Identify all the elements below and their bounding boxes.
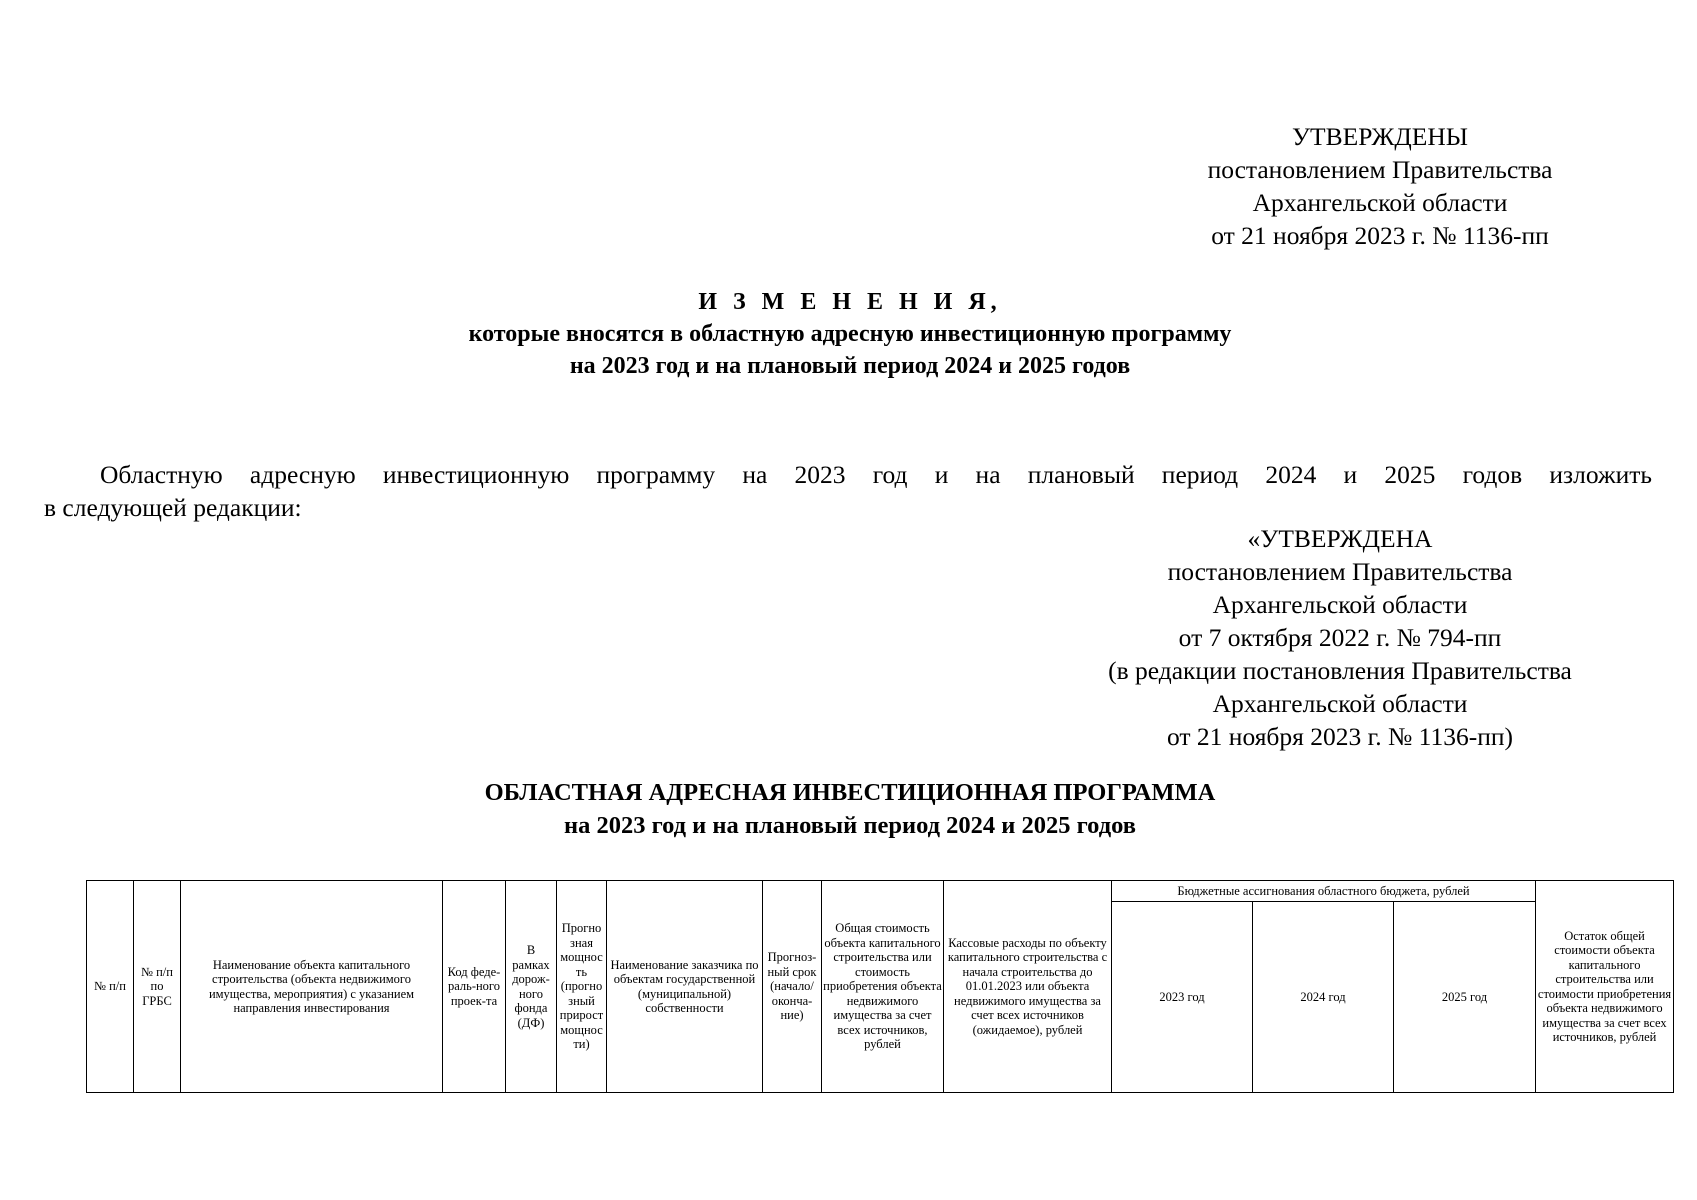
col-year-2025: 2025 год <box>1394 902 1536 1093</box>
changes-subheading: которые вносятся в областную адресную инвестиционную программу <box>468 321 1232 347</box>
approval-line: от 21 ноября 2023 г. № 1136-пп) <box>1166 722 1514 751</box>
program-table-header <box>86 880 1674 1093</box>
program-approval-stamp <box>1060 522 1620 753</box>
col-grbs-number: № п/п по ГРБС <box>134 881 181 1093</box>
col-forecast-term: Прогноз-ный срок (начало/ оконча-ние) <box>763 881 822 1093</box>
program-heading: ОБЛАСТНАЯ АДРЕСНАЯ ИНВЕСТИЦИОННАЯ ПРОГРАММА <box>484 779 1216 806</box>
col-year-2024: 2024 год <box>1253 902 1394 1093</box>
approval-line: от 21 ноября 2023 г. № 1136-пп <box>1211 221 1549 250</box>
approval-line: от 7 октября 2022 г. № 794-пп <box>1178 623 1502 652</box>
col-total-cost: Общая стоимость объекта капитального строительства или стоимость приобретения объекта недвижимого имущества за счет всех источников, рублей <box>822 881 944 1093</box>
col-number: № п/п <box>87 881 134 1093</box>
col-remaining-cost: Остаток общей стоимости объекта капитального строительства или стоимости приобретения объекта недвижимого имущества за счет всех источников, рублей <box>1536 881 1674 1093</box>
changes-title <box>300 286 1400 382</box>
approval-line: УТВЕРЖДЕНЫ <box>1292 122 1468 151</box>
approval-stamp <box>1180 120 1580 252</box>
approval-line: «УТВЕРЖДЕНА <box>1247 524 1433 553</box>
approval-line: Архангельской области <box>1212 590 1468 619</box>
approval-line: постановлением Правительства <box>1167 557 1513 586</box>
col-budget-allocations: Бюджетные ассигнования областного бюджета, рублей <box>1112 881 1536 902</box>
col-cash-expenses: Кассовые расходы по объекту капитального строительства с начала строительства до 01.01.2023 или объекта недвижимого имущества за счет всех источников (ожидаемое), рублей <box>944 881 1112 1093</box>
col-customer-name: Наименование заказчика по объектам государственной (муниципальной) собственности <box>607 881 763 1093</box>
paragraph-line: в следующей редакции: <box>44 493 302 522</box>
col-object-name: Наименование объекта капитального строительства (объекта недвижимого имущества, мероприятия) с указанием направления инвестирования <box>181 881 443 1093</box>
approval-line: постановлением Правительства <box>1207 155 1553 184</box>
approval-line: (в редакции постановления Правительства <box>1108 656 1572 685</box>
program-subheading: на 2023 год и на плановый период 2024 и 2025 годов <box>563 812 1136 839</box>
intro-paragraph <box>44 458 1652 524</box>
changes-subheading: на 2023 год и на плановый период 2024 и 2025 годов <box>569 353 1131 379</box>
col-forecast-capacity: Прогно зная мощнос ть (прогно зный прирост мощнос ти) <box>557 881 607 1093</box>
col-year-2023: 2023 год <box>1112 902 1253 1093</box>
program-title <box>300 776 1400 842</box>
approval-line: Архангельской области <box>1252 188 1508 217</box>
approval-line: Архангельской области <box>1212 689 1468 718</box>
col-road-fund: В рамках дорож-ного фонда (ДФ) <box>506 881 557 1093</box>
changes-heading: И З М Е Н Е Н И Я, <box>698 289 1002 315</box>
col-federal-project-code: Код феде-раль-ного проек-та <box>443 881 506 1093</box>
paragraph-line: Областную адресную инвестиционную программу на 2023 год и на плановый период 2024 и 2025 годов изложить <box>100 460 1652 489</box>
